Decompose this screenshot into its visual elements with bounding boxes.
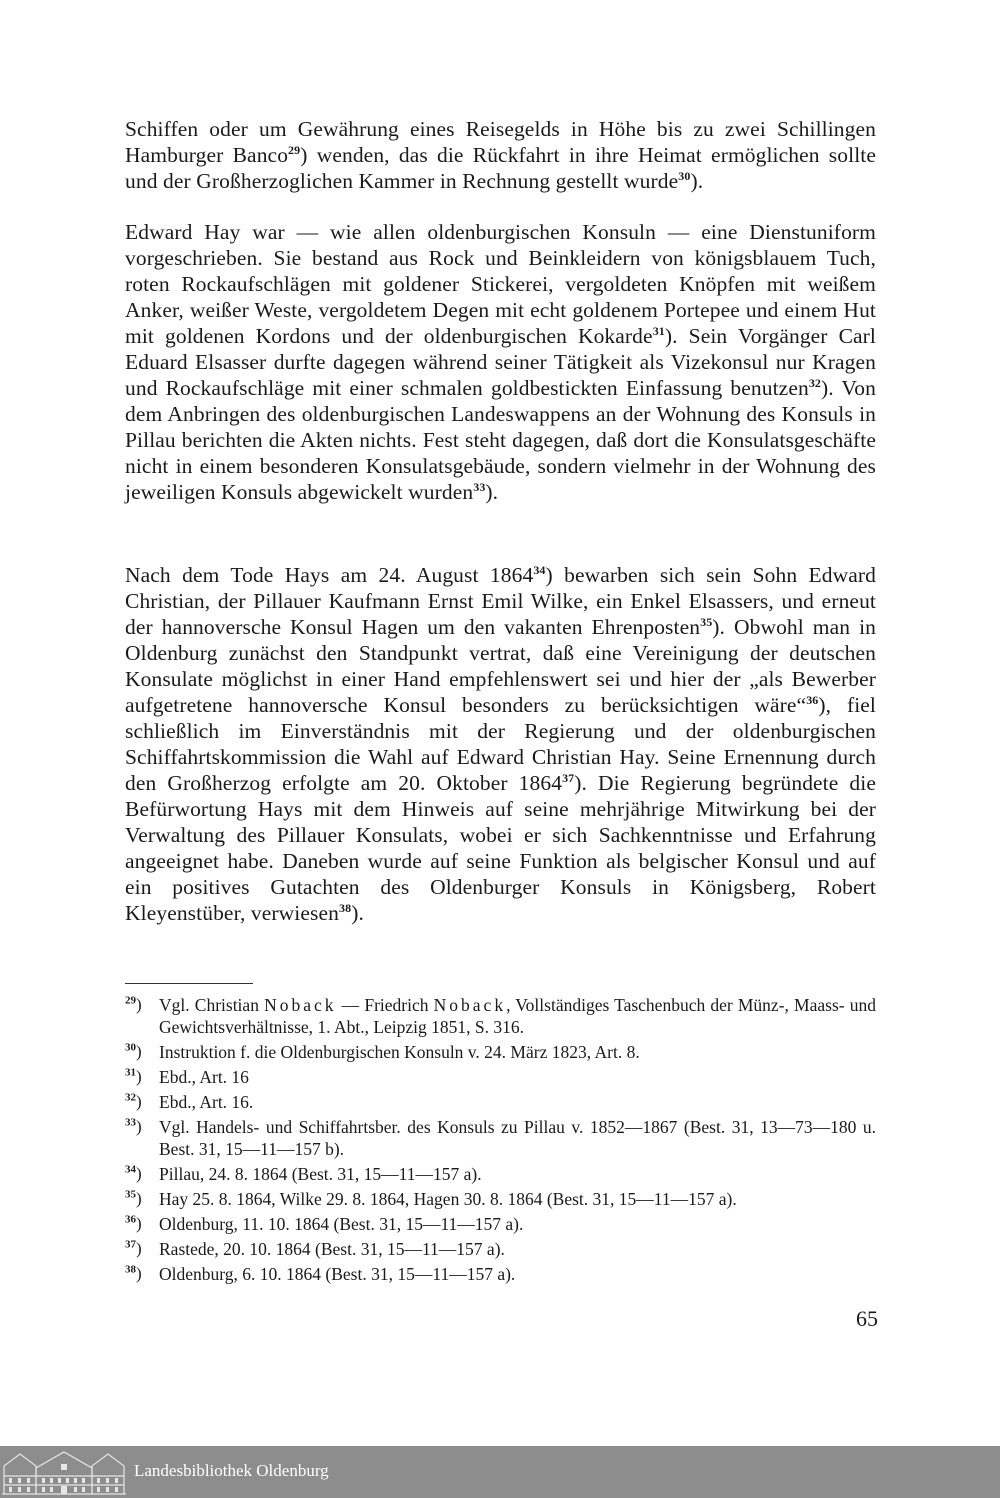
footnote-ref-38[interactable]: 38	[338, 900, 352, 915]
library-building-icon	[0, 1446, 128, 1498]
footnote-ref-33[interactable]: 33	[473, 479, 486, 494]
footnote-ref-36[interactable]: 36	[806, 692, 819, 707]
footnote-ref-32[interactable]: 32	[808, 375, 822, 390]
footnote-ref-35[interactable]: 35	[700, 614, 713, 629]
footnote-number: 32	[125, 1091, 136, 1104]
footnote-ref-30[interactable]: 30	[678, 168, 691, 183]
footnote-number: 31	[125, 1066, 136, 1079]
footnote-number: 29	[125, 994, 136, 1007]
paragraph-3: Nach dem Tode Hays am 24. August 1864$^{34}$) bewarben sich sein Sohn Edward Christian, der Pillauer Kaufmann Ernst Emil Wilke, ein Enkel Elsassers, und erneut der hannoversche Konsul Hagen um den vakanten Ehrenposten$^{35}$). Obwohl man in Oldenburg zunächst den Standpunkt vertrat, daß eine Vereinigung der deutschen Konsulate möglichst in einer Hand empfehlenswert sei und hier der „als Bewerber aufgetretene hannoversche Konsul besonders zu berücksichtigen wäre“$^{36}$), fiel schließlich im Einverständnis mit der Regierung und der oldenburgischen Schiffahrtskommission die Wahl auf Edward Christian Hay. Seine Ernennung durch den Großherzog erfolgte am 20. Oktober 1864$^{37}$). Die Regierung begründete die Befürwortung Hays mit dem Hinweis auf seine mehrjährige Mitwirkung bei der Verwaltung des Pillauer Konsulats, wobei er sich Sachkenntnisse und Erfahrung angeeignet habe. Daneben wurde auf seine Funktion als belgischer Konsul und auf ein positives Gutachten des Oldenburger Konsuls in Königsberg, Robert Kleyenstüber, verwiesen$^{38}$).	[125, 562, 877, 925]
footnote-ref-37[interactable]: 37	[562, 770, 575, 785]
footnote-ref-34[interactable]: 34	[533, 562, 546, 577]
footnote-number: 37	[125, 1238, 136, 1251]
footnote-36: $^{36}$) Oldenburg, 11. 10. 1864 (Best. 31, 15—11—157 a).	[125, 1213, 524, 1234]
footnote-number: 36	[125, 1213, 136, 1226]
footnote-37: $^{37}$) Rastede, 20. 10. 1864 (Best. 31, 15—11—157 a).	[125, 1238, 505, 1259]
footnote-31: $^{31}$) Ebd., Art. 16	[125, 1066, 249, 1087]
footer-bar	[0, 1446, 1000, 1498]
footnote-ref-29[interactable]: 29	[288, 142, 301, 157]
footnote-33: $^{33}$) Vgl. Handels- und Schiffahrtsber. des Konsuls zu Pillau v. 1852—1867 (Best. 31, 13—73—180 u. Best. 31, 15—11—157 b).	[125, 1116, 876, 1159]
footnote-number: 30	[125, 1041, 136, 1054]
footnote-30: $^{30}$) Instruktion f. die Oldenburgischen Konsuln v. 24. März 1823, Art. 8.	[125, 1041, 640, 1062]
footnote-number: 38	[125, 1263, 136, 1276]
footnote-35: $^{35}$) Hay 25. 8. 1864, Wilke 29. 8. 1864, Hagen 30. 8. 1864 (Best. 31, 15—11—157 a).	[125, 1188, 737, 1209]
footnote-29: $^{29}$) Vgl. Christian Noback — Friedrich Noback, Vollständiges Taschenbuch der Münz-, Maass- und Gewichtsverhältnisse, 1. Abt., Leipzig 1851, S. 316.	[125, 994, 876, 1037]
paragraph-1: Schiffen oder um Gewährung eines Reisegelds in Höhe bis zu zwei Schillingen Hamburger Banco$^{29}$) wenden, das die Rückfahrt in ihre Heimat ermöglichen sollte und der Großherzoglichen Kammer in Rechnung gestellt wurde$^{30}$).	[125, 117, 876, 193]
footnote-divider	[125, 983, 253, 984]
footnotes	[125, 994, 876, 1288]
footnote-34: $^{34}$) Pillau, 24. 8. 1864 (Best. 31, 15—11—157 a).	[125, 1163, 482, 1184]
paragraph-2: Edward Hay war — wie allen oldenburgischen Konsuln — eine Dienstuniform vorgeschrieben. Sie bestand aus Rock und Beinkleidern von königsblauem Tuch, roten Rockaufschlägen mit goldener Stickerei, vergoldeten Knöpfen mit weißem Anker, weißer Weste, vergoldetem Degen mit echt goldenem Portepee und einem Hut mit goldenen Kordons und der oldenburgischen Kokarde$^{31}$). Sein Vorgänger Carl Eduard Elsasser durfte dagegen während seiner Tätigkeit als Vizekonsul nur Kragen und Rockaufschläge mit einer schmalen goldbestickten Einfassung benutzen$^{32}$). Von dem Anbringen des oldenburgischen Landeswappens an der Wohnung des Konsuls in Pillau berichten die Akten nichts. Fest steht dagegen, daß dort die Konsulatsgeschäfte nicht in einem besonderen Konsulatsgebäude, sondern vielmehr in der Wohnung des jeweiligen Konsuls abgewickelt wurden$^{33}$).	[125, 220, 877, 504]
footnote-number: 35	[125, 1188, 136, 1201]
footnote-32: $^{32}$) Ebd., Art. 16.	[125, 1091, 254, 1112]
footnote-number: 34	[125, 1163, 136, 1176]
author-name: Noback	[433, 995, 507, 1015]
footnote-number: 33	[125, 1116, 136, 1129]
author-name: Noback	[264, 995, 337, 1015]
page-number: 65	[856, 1306, 878, 1331]
footer-library-name[interactable]: Landesbibliothek Oldenburg	[134, 1461, 329, 1480]
footnote-38: $^{38}$) Oldenburg, 6. 10. 1864 (Best. 31, 15—11—157 a).	[125, 1263, 516, 1284]
footnote-ref-31[interactable]: 31	[652, 323, 665, 338]
